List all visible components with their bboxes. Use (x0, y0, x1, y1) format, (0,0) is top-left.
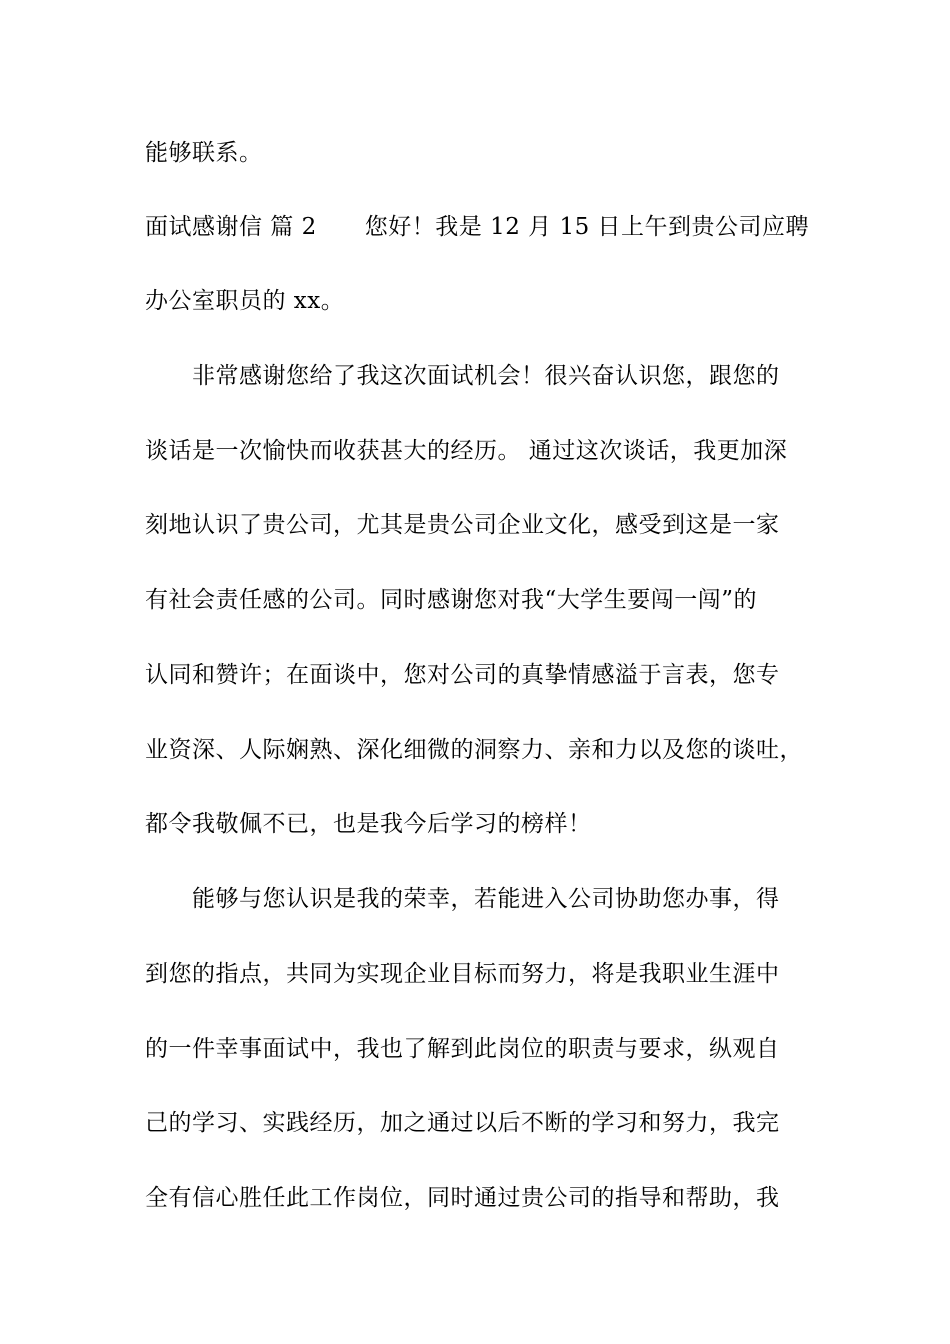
paragraph-line: 认同和赞许；在面谈中，您对公司的真挚情感溢于言表，您专 (145, 662, 780, 688)
paragraph-line: 办公室职员的 xx。 (145, 288, 345, 314)
paragraph-line: 全有信心胜任此工作岗位，同时通过贵公司的指导和帮助，我 (145, 1185, 780, 1211)
paragraph-line: 己的学习、实践经历，加之通过以后不断的学习和努力，我完 (145, 1110, 780, 1136)
paragraph-line: 刻地认识了贵公司，尤其是贵公司企业文化，感受到这是一家 (145, 512, 780, 538)
paragraph-line: 谈话是一次愉快而收获甚大的经历。 通过这次谈话，我更加深 (145, 438, 788, 464)
paragraph-line: 能够联系。 (145, 140, 263, 166)
section-title: 面试感谢信 篇 2 (145, 214, 317, 240)
greeting-text: 您好！我是 12 月 15 日上午到贵公司应聘 (364, 214, 810, 240)
paragraph-line: 非常感谢您给了我这次面试机会！很兴奋认识您，跟您的 (192, 363, 780, 389)
section-heading-line (145, 212, 809, 242)
paragraph-line: 业资深、人际娴熟、深化细微的洞察力、亲和力以及您的谈吐， (145, 737, 803, 763)
paragraph-line: 到您的指点，共同为实现企业目标而努力，将是我职业生涯中 (145, 961, 780, 987)
paragraph-line: 都令我敬佩不已，也是我今后学习的榜样！ (145, 811, 592, 837)
paragraph-line: 有社会责任感的公司。同时感谢您对我“大学生要闯一闯”的 (145, 587, 758, 613)
paragraph-line: 能够与您认识是我的荣幸，若能进入公司协助您办事，得 (192, 886, 780, 912)
paragraph-line: 的一件幸事面试中，我也了解到此岗位的职责与要求，纵观自 (145, 1036, 780, 1062)
